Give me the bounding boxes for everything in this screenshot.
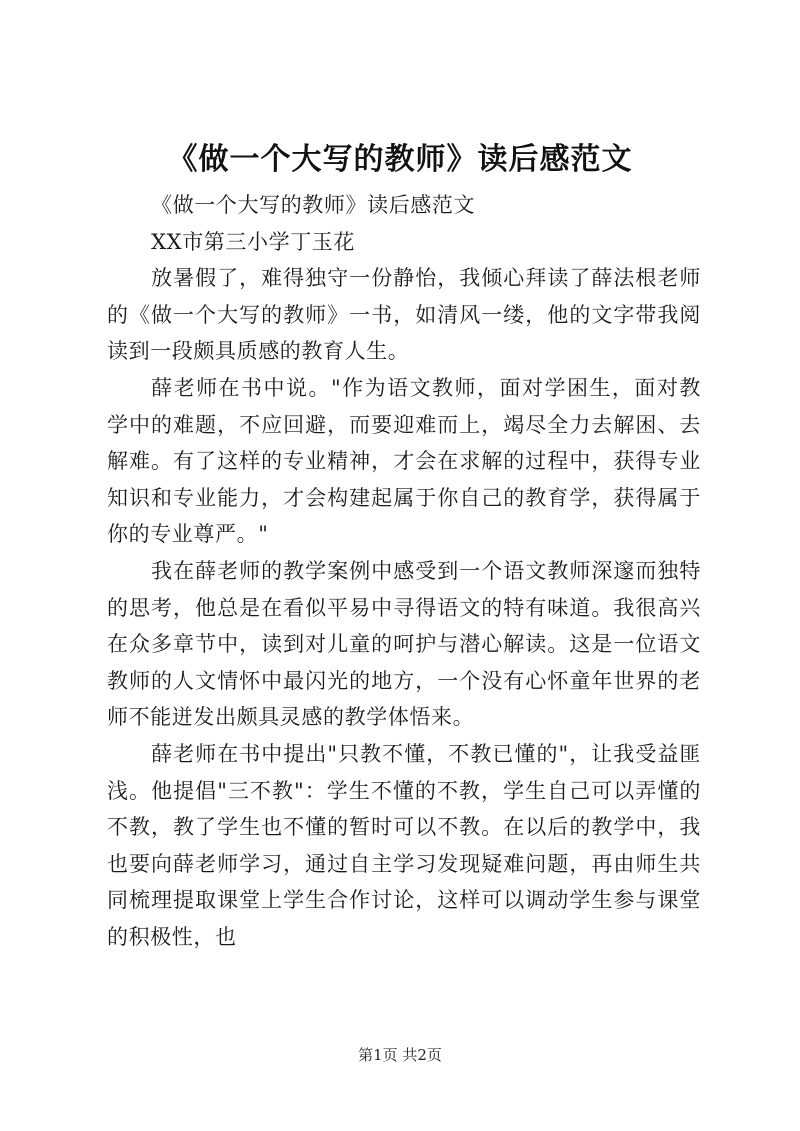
body-paragraph: 薛老师在书中说。"作为语文教师，面对学困生，面对教学中的难题，不应回避，而要迎难而上，竭尽全力去解困、去解难。有了这样的专业精神，才会在求解的过程中，获得专业知识和专业能力，才会构建起属于你自己的教育学，获得属于你的专业尊严。" [107,375,701,547]
subtitle-paragraph: 《做一个大写的教师》读后感范文 [151,193,476,217]
body-paragraph: 薛老师在书中提出"只教不懂，不教已懂的"，让我受益匪浅。他提倡"三不教"：学生不懂的不教，学生自己可以弄懂的不教，教了学生也不懂的暂时可以不教。在以后的教学中，我也要向薛老师学习，通过自主学习发现疑难问题，再由师生共同梳理提取课堂上学生合作讨论，这样可以调动学生参与课堂的积极性，也 [107,741,701,949]
author-line: XX市第三小学丁玉花 [151,229,355,254]
document-body [107,187,701,955]
page-number-footer: 第1页 共2页 [358,1046,442,1064]
body-paragraph: 我在薛老师的教学案例中感受到一个语文教师深邃而独特的思考，他总是在看似平易中寻得语文的特有味道。我很高兴在众多章节中，读到对儿童的呵护与潜心解读。这是一位语文教师的人文情怀中最闪光的地方，一个没有心怀童年世界的老师不能迸发出颇具灵感的教学体悟来。 [107,558,701,730]
body-paragraph: 放暑假了，难得独守一份静怡，我倾心拜读了薛法根老师的《做一个大写的教师》一书，如清风一缕，他的文字带我阅读到一段颇具质感的教育人生。 [107,266,701,364]
page-title: 《做一个大写的教师》读后感范文 [167,142,633,177]
